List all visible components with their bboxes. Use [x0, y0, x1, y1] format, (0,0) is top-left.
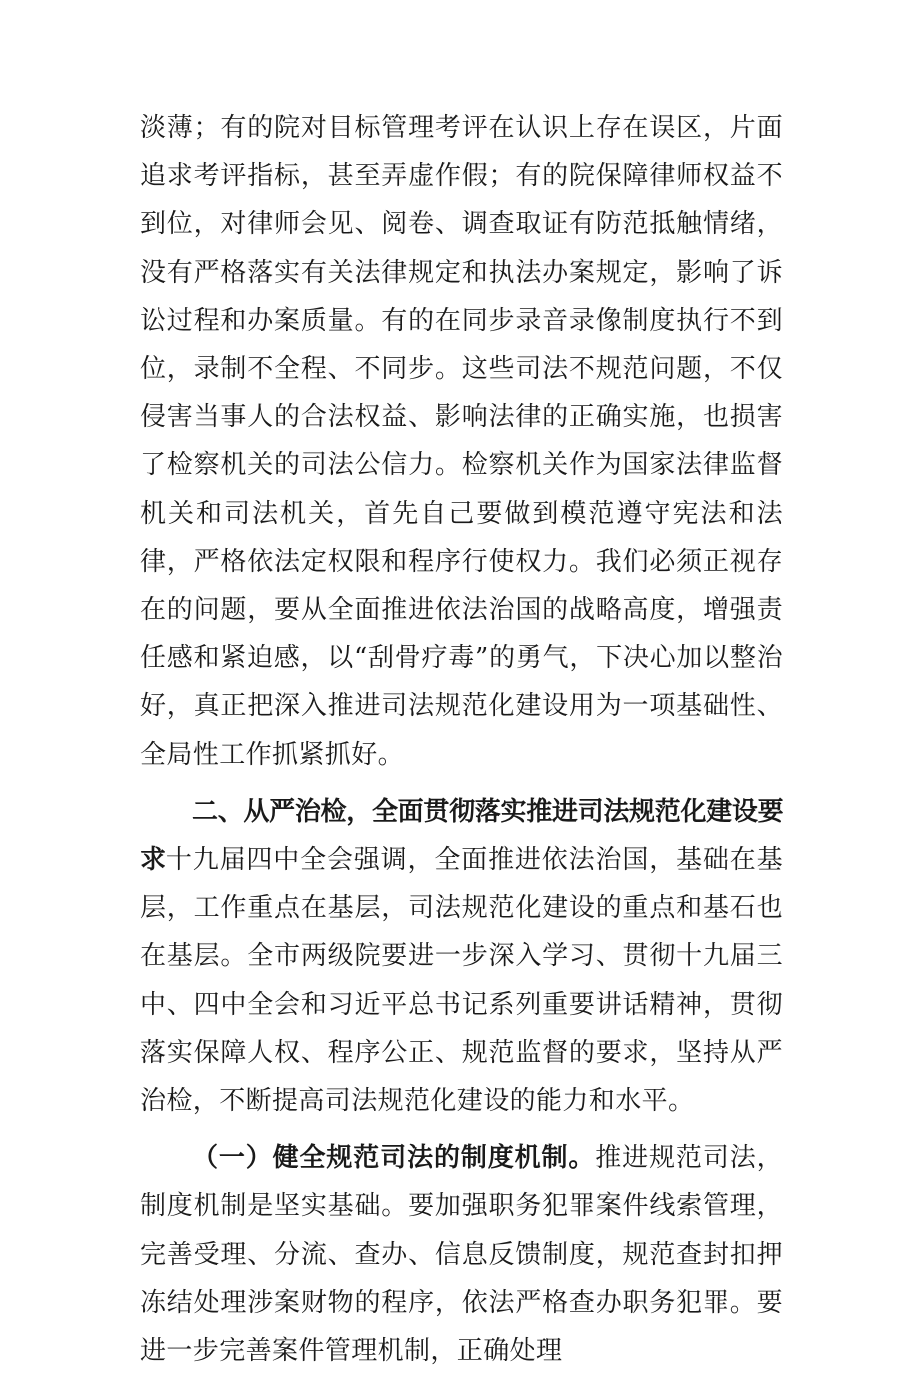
- paragraph-continuation: 淡薄；有的院对目标管理考评在认识上存在误区，片面追求考评指标，甚至弄虚作假；有的院保障律师权益不到位，对律师会见、阅卷、调查取证有防范抵触情绪，没有严格落实有关法律规定和执法办案规定，影响了诉讼过程和办案质量。有的在同步录音录像制度执行不到位，录制不全程、不同步。这些司法不规范问题，不仅侵害当事人的合法权益、影响法律的正确实施，也损害了检察机关的司法公信力。检察机关作为国家法律监督机关和司法机关，首先自己要做到模范遵守宪法和法律，严格依法定权限和程序行使权力。我们必须正视存在的问题，要从全面推进依法治国的战略高度，增强责任感和紧迫感，以“刮骨疗毒”的勇气，下决心加以整治好，真正把深入推进司法规范化建设用为一项基础性、全局性工作抓紧抓好。: [140, 113, 783, 770]
- subsection-1-paragraph: [140, 1134, 783, 1375]
- section-2-paragraph: [140, 788, 783, 1125]
- section-2-heading: 二、从严治检，全面贯彻落实推进司法规范化建设要求: [140, 796, 783, 876]
- document-body: [140, 104, 783, 1375]
- subsection-1-heading: （一）健全规范司法的制度机制。: [192, 1143, 596, 1174]
- section-2-body: 十九届四中全会强调，全面推进依法治国，基础在基层，工作重点在基层，司法规范化建设的重点和基石也在基层。全市两级院要进一步深入学习、贯彻十九届三中、四中全会和习近平总书记系列重要讲话精神，贯彻落实保障人权、程序公正、规范监督的要求，坚持从严治检，不断提高司法规范化建设的能力和水平。: [140, 845, 783, 1117]
- subsection-1-body: 推进规范司法，制度机制是坚实基础。要加强职务犯罪案件线索管理，完善受理、分流、查办、信息反馈制度，规范查封扣押冻结处理涉案财物的程序，依法严格查办职务犯罪。要进一步完善案件管理机制，正确处理: [140, 1143, 783, 1367]
